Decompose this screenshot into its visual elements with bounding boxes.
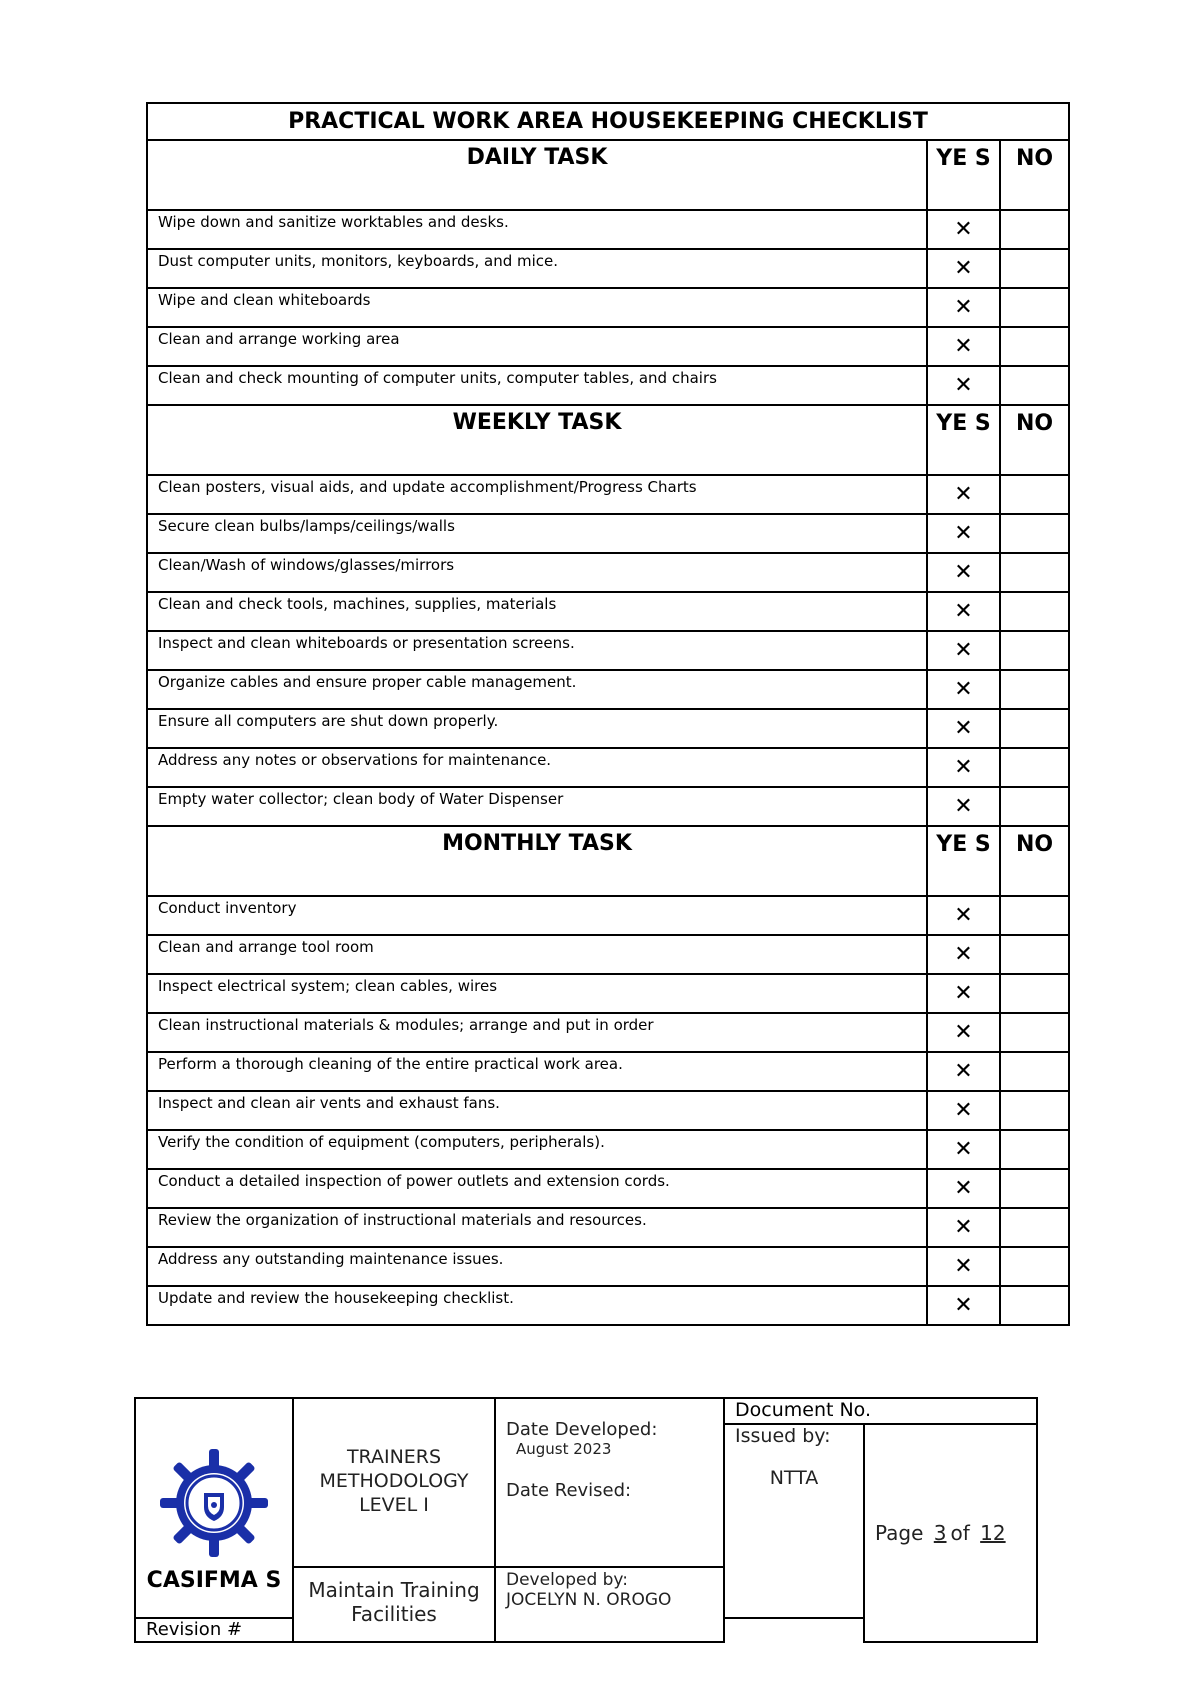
no-checkbox[interactable] (1000, 249, 1069, 288)
developed-by-label: Developed by: (506, 1570, 628, 1590)
date-revised-label: Date Revised: (506, 1480, 632, 1501)
date-developed-value: August 2023 (516, 1440, 612, 1458)
document-number: Document No. (724, 1398, 1037, 1424)
task-description: Wipe and clean whiteboards (147, 288, 927, 327)
task-description: Update and review the housekeeping checklist. (147, 1286, 927, 1325)
section-title: DAILY TASK (147, 140, 927, 210)
yes-checkbox[interactable]: ✕ (927, 974, 1000, 1013)
checklist-title: PRACTICAL WORK AREA HOUSEKEEPING CHECKLIST (147, 103, 1069, 140)
yes-checkbox[interactable]: ✕ (927, 709, 1000, 748)
of-label: of (950, 1521, 970, 1545)
yes-checkbox[interactable]: ✕ (927, 1052, 1000, 1091)
yes-checkbox[interactable]: ✕ (927, 327, 1000, 366)
task-row (147, 974, 1069, 1013)
task-row (147, 1286, 1069, 1325)
task-row (147, 748, 1069, 787)
section-header-row (147, 826, 1069, 896)
task-row (147, 1091, 1069, 1130)
yes-checkbox[interactable]: ✕ (927, 514, 1000, 553)
course-cell (293, 1398, 495, 1567)
task-row (147, 1013, 1069, 1052)
section-title: MONTHLY TASK (147, 826, 927, 896)
housekeeping-checklist-table (146, 102, 1070, 1326)
yes-checkbox[interactable]: ✕ (927, 748, 1000, 787)
total-pages: 12 (980, 1521, 1006, 1545)
course-title: TRAINERS METHODOLOGY LEVEL I (319, 1446, 469, 1516)
task-description: Clean and check mounting of computer units, computer tables, and chairs (147, 366, 927, 405)
no-checkbox[interactable] (1000, 709, 1069, 748)
task-row (147, 366, 1069, 405)
yes-checkbox[interactable]: ✕ (927, 1247, 1000, 1286)
task-description: Empty water collector; clean body of Water Dispenser (147, 787, 927, 826)
task-description: Clean and arrange tool room (147, 935, 927, 974)
yes-checkbox[interactable]: ✕ (927, 935, 1000, 974)
task-row (147, 249, 1069, 288)
no-checkbox[interactable] (1000, 1169, 1069, 1208)
yes-column-header: YE S (927, 405, 1000, 475)
date-developed-label: Date Developed: (506, 1419, 658, 1440)
no-checkbox[interactable] (1000, 592, 1069, 631)
task-description: Secure clean bulbs/lamps/ceilings/walls (147, 514, 927, 553)
task-row (147, 1130, 1069, 1169)
page-number: 3 (933, 1521, 947, 1545)
task-row (147, 592, 1069, 631)
task-description: Inspect and clean air vents and exhaust fans. (147, 1091, 927, 1130)
task-description: Address any outstanding maintenance issues. (147, 1247, 927, 1286)
no-checkbox[interactable] (1000, 1052, 1069, 1091)
no-checkbox[interactable] (1000, 974, 1069, 1013)
module-title: Maintain Training Facilities (293, 1567, 495, 1642)
task-row (147, 896, 1069, 935)
task-description: Clean posters, visual aids, and update accomplishment/Progress Charts (147, 475, 927, 514)
organization-name: CASIFMA S (146, 1568, 282, 1593)
task-row (147, 709, 1069, 748)
yes-checkbox[interactable]: ✕ (927, 249, 1000, 288)
no-checkbox[interactable] (1000, 288, 1069, 327)
no-checkbox[interactable] (1000, 1286, 1069, 1325)
yes-column-header: YE S (927, 140, 1000, 210)
no-checkbox[interactable] (1000, 1247, 1069, 1286)
issued-by-label: Issued by: (735, 1425, 831, 1447)
no-checkbox[interactable] (1000, 366, 1069, 405)
developed-by-cell (495, 1567, 724, 1642)
task-description: Clean instructional materials & modules; arrange and put in order (147, 1013, 927, 1052)
task-row (147, 670, 1069, 709)
yes-column-header: YE S (927, 826, 1000, 896)
task-description: Ensure all computers are shut down properly. (147, 709, 927, 748)
no-checkbox[interactable] (1000, 748, 1069, 787)
dates-cell (495, 1398, 724, 1567)
task-description: Review the organization of instructional materials and resources. (147, 1208, 927, 1247)
no-checkbox[interactable] (1000, 935, 1069, 974)
task-row (147, 787, 1069, 826)
casifmas-logo (158, 1447, 270, 1559)
page-number-cell (864, 1424, 1037, 1642)
task-description: Conduct a detailed inspection of power outlets and extension cords. (147, 1169, 927, 1208)
task-row (147, 631, 1069, 670)
no-checkbox[interactable] (1000, 514, 1069, 553)
no-checkbox[interactable] (1000, 1130, 1069, 1169)
no-column-header: NO (1000, 405, 1069, 475)
yes-checkbox[interactable]: ✕ (927, 787, 1000, 826)
no-checkbox[interactable] (1000, 631, 1069, 670)
task-description: Perform a thorough cleaning of the entire practical work area. (147, 1052, 927, 1091)
task-row (147, 553, 1069, 592)
yes-checkbox[interactable]: ✕ (927, 1091, 1000, 1130)
yes-checkbox[interactable]: ✕ (927, 1169, 1000, 1208)
section-header-row (147, 405, 1069, 475)
task-description: Wipe down and sanitize worktables and desks. (147, 210, 927, 249)
yes-checkbox[interactable]: ✕ (927, 475, 1000, 514)
logo-cell (135, 1398, 293, 1618)
yes-checkbox[interactable]: ✕ (927, 1130, 1000, 1169)
no-column-header: NO (1000, 826, 1069, 896)
task-row (147, 210, 1069, 249)
yes-checkbox[interactable]: ✕ (927, 896, 1000, 935)
section-header-row (147, 140, 1069, 210)
page-label: Page (875, 1521, 924, 1545)
task-row (147, 514, 1069, 553)
issued-by-cell (724, 1424, 864, 1618)
yes-checkbox[interactable]: ✕ (927, 1013, 1000, 1052)
issuer-name: NTTA (769, 1467, 819, 1489)
task-description: Dust computer units, monitors, keyboards, and mice. (147, 249, 927, 288)
yes-checkbox[interactable]: ✕ (927, 670, 1000, 709)
task-description: Clean and check tools, machines, supplies, materials (147, 592, 927, 631)
yes-checkbox[interactable]: ✕ (927, 210, 1000, 249)
yes-checkbox[interactable]: ✕ (927, 1286, 1000, 1325)
yes-checkbox[interactable]: ✕ (927, 592, 1000, 631)
no-checkbox[interactable] (1000, 475, 1069, 514)
developer-name: JOCELYN N. OROGO (506, 1590, 672, 1610)
task-description: Clean and arrange working area (147, 327, 927, 366)
yes-checkbox[interactable]: ✕ (927, 366, 1000, 405)
task-row (147, 1169, 1069, 1208)
no-checkbox[interactable] (1000, 896, 1069, 935)
yes-checkbox[interactable]: ✕ (927, 288, 1000, 327)
task-row (147, 288, 1069, 327)
document-footer (134, 1397, 1038, 1643)
task-row (147, 1052, 1069, 1091)
task-row (147, 327, 1069, 366)
no-checkbox[interactable] (1000, 1208, 1069, 1247)
task-row (147, 475, 1069, 514)
task-description: Inspect electrical system; clean cables, wires (147, 974, 927, 1013)
task-description: Address any notes or observations for maintenance. (147, 748, 927, 787)
task-description: Conduct inventory (147, 896, 927, 935)
task-description: Organize cables and ensure proper cable management. (147, 670, 927, 709)
no-checkbox[interactable] (1000, 787, 1069, 826)
task-description: Verify the condition of equipment (computers, peripherals). (147, 1130, 927, 1169)
task-description: Clean/Wash of windows/glasses/mirrors (147, 553, 927, 592)
yes-checkbox[interactable]: ✕ (927, 553, 1000, 592)
no-checkbox[interactable] (1000, 1091, 1069, 1130)
task-row (147, 1208, 1069, 1247)
no-checkbox[interactable] (1000, 327, 1069, 366)
no-checkbox[interactable] (1000, 210, 1069, 249)
no-checkbox[interactable] (1000, 553, 1069, 592)
revision-number: Revision # (135, 1618, 293, 1642)
task-row (147, 1247, 1069, 1286)
yes-checkbox[interactable]: ✕ (927, 631, 1000, 670)
section-title: WEEKLY TASK (147, 405, 927, 475)
task-row (147, 935, 1069, 974)
no-checkbox[interactable] (1000, 670, 1069, 709)
yes-checkbox[interactable]: ✕ (927, 1208, 1000, 1247)
no-checkbox[interactable] (1000, 1013, 1069, 1052)
no-column-header: NO (1000, 140, 1069, 210)
task-description: Inspect and clean whiteboards or presentation screens. (147, 631, 927, 670)
